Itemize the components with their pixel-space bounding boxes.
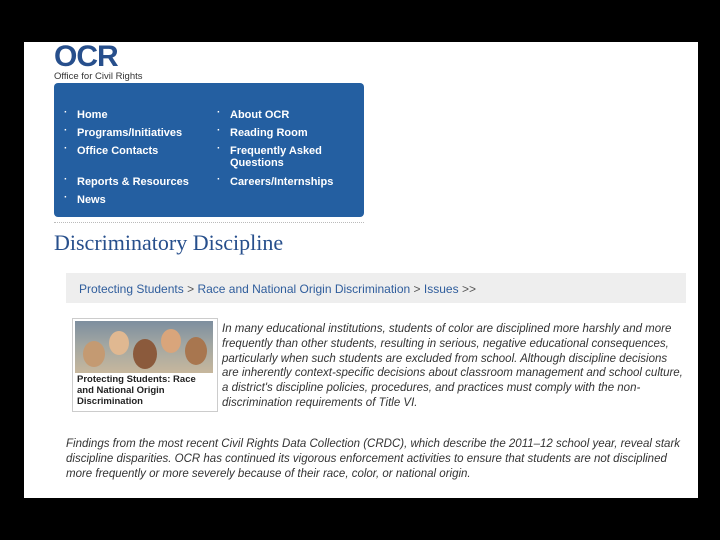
ocr-logo[interactable] — [54, 42, 143, 82]
bullet-icon: · — [217, 143, 221, 154]
nav-faq-label: Frequently Asked Questions — [230, 145, 322, 169]
bullet-icon: · — [64, 174, 68, 185]
students-photo — [75, 321, 213, 373]
intro-text: In many educational institutions, students of color are disciplined more harshly and more frequently than other students, resulting in serious, negative educational consequences, particularly when such students are excluded from school. Although discipline decisions are inherently context-specific decisions about classroom management and school culture, a district's discipline policies, procedures, and practices must comply with the non-discrimination requirements of Title VI. — [222, 323, 683, 409]
bullet-icon: · — [217, 125, 221, 136]
divider — [54, 222, 364, 223]
logo-subtitle: Office for Civil Rights — [54, 71, 143, 82]
bullet-icon: · — [64, 143, 68, 154]
nav-office-contacts[interactable] — [64, 143, 159, 157]
breadcrumb-separator: > — [187, 282, 195, 296]
student-figure — [109, 331, 129, 355]
bullet-icon: · — [64, 192, 68, 203]
page-title: Discriminatory Discipline — [54, 230, 284, 255]
breadcrumb-link-issues[interactable]: Issues — [423, 282, 459, 296]
protecting-students-thumbnail[interactable] — [72, 318, 218, 412]
nav-about-label: About OCR — [230, 109, 290, 121]
breadcrumb-link-race-national-origin[interactable]: Race and National Origin Discrimination — [197, 282, 411, 296]
nav-home-label: Home — [77, 109, 108, 121]
main-navigation — [54, 83, 364, 217]
nav-reading-room-label: Reading Room — [230, 127, 308, 139]
student-figure — [133, 339, 157, 369]
breadcrumb-separator: > — [413, 282, 421, 296]
nav-office-contacts-label: Office Contacts — [77, 145, 159, 157]
thumbnail-caption: Protecting Students: Race and National Origin Discrimination — [77, 374, 196, 407]
nav-news[interactable] — [64, 192, 106, 206]
nav-faq[interactable] — [217, 143, 350, 169]
bullet-icon: · — [64, 107, 68, 118]
student-figure — [161, 329, 181, 353]
bullet-icon: · — [217, 174, 221, 185]
student-figure — [83, 341, 105, 367]
body-paragraph: Findings from the most recent Civil Rights Data Collection (CRDC), which describe the 2011–12 school year, reveal stark discipline disparities. OCR has continued its vigorous enforcement activities to ensure that students are not disciplined more frequently or more severely because of their race, color, or national origin. — [66, 438, 681, 480]
breadcrumb-trailing: >> — [461, 282, 476, 296]
nav-about-ocr[interactable] — [217, 107, 290, 121]
bullet-icon: · — [217, 107, 221, 118]
nav-reports-resources[interactable] — [64, 174, 189, 188]
bullet-icon: · — [64, 125, 68, 136]
nav-programs-label: Programs/Initiatives — [77, 127, 183, 139]
nav-home[interactable] — [64, 107, 108, 121]
student-figure — [185, 337, 207, 365]
web-page — [24, 42, 698, 498]
breadcrumb-link-protecting-students[interactable]: Protecting Students — [79, 282, 184, 296]
nav-careers-label: Careers/Internships — [230, 176, 334, 188]
nav-programs-initiatives[interactable] — [64, 125, 183, 139]
nav-news-label: News — [77, 194, 106, 206]
logo-mark: OCR — [54, 42, 118, 73]
nav-reading-room[interactable] — [217, 125, 308, 139]
nav-careers-internships[interactable] — [217, 174, 334, 188]
breadcrumb — [66, 273, 686, 303]
nav-reports-label: Reports & Resources — [77, 176, 189, 188]
